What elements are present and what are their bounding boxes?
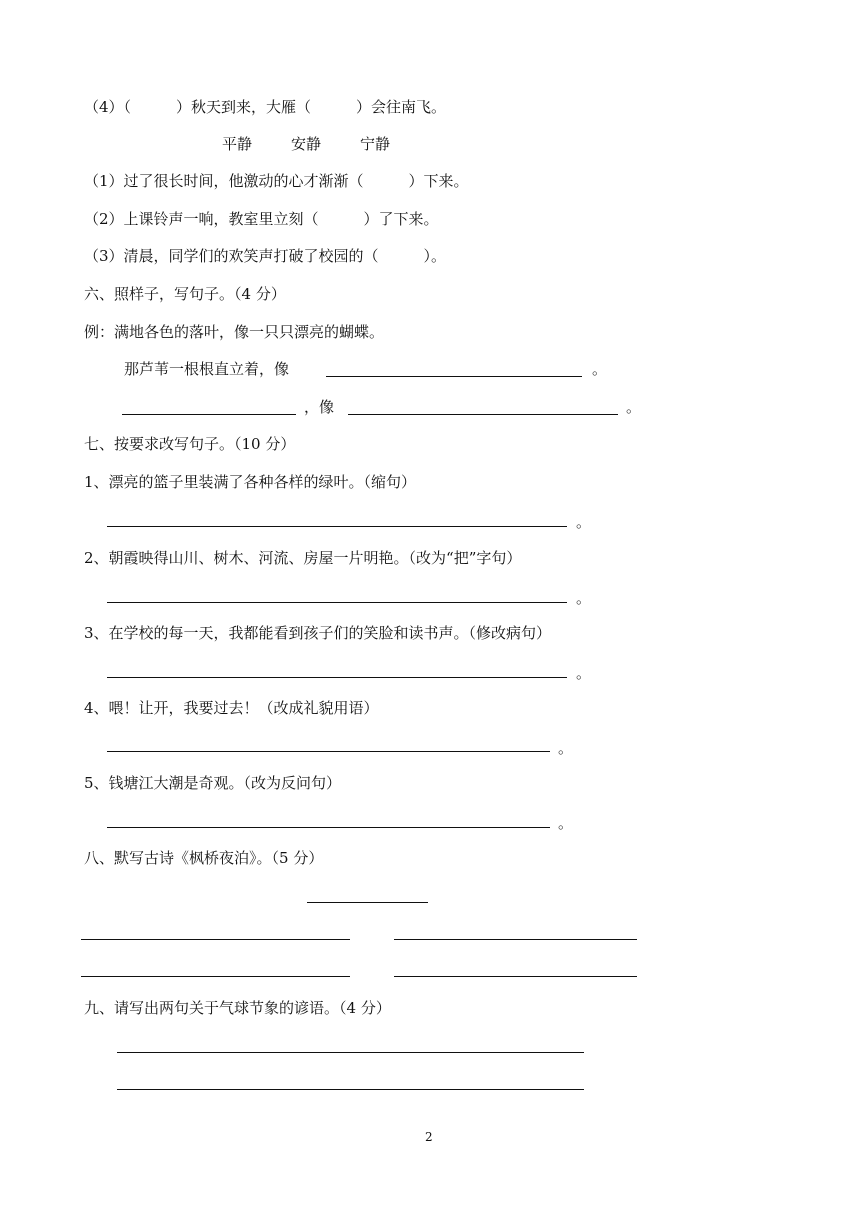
q7-answer-line-3[interactable] [107,677,567,678]
q5-item-1: （1）过了很长时间，他激动的心才渐渐（ ）下来。 [84,172,469,190]
q6-line2-end: 。 [626,398,642,416]
choice-word-1: 平静 [222,135,253,153]
q7-answer-end-2: 。 [576,589,592,607]
q7-item-5: 5、钱塘江大潮是奇观。（改为反问句） [84,774,342,792]
q7-item-1: 1、漂亮的篮子里装满了各种各样的绿叶。（缩句） [84,473,417,491]
q6-answer-line-2a[interactable] [122,414,296,415]
q6-title: 六、照样子，写句子。（4 分） [84,285,286,303]
poem-line-1[interactable] [81,939,350,940]
q6-example: 例：满地各色的落叶，像一只只漂亮的蝴蝶。 [84,323,385,341]
q7-item-4: 4、喂！让开，我要过去！（改成礼貌用语） [84,699,379,717]
q7-answer-end-1: 。 [576,513,592,531]
q6-line1-prefix: 那芦苇一根根直立着，像 [124,360,290,378]
q7-item-3: 3、在学校的每一天，我都能看到孩子们的笑脸和读书声。（修改病句） [84,624,552,642]
q5-item-2: （2）上课铃声一响，教室里立刻（ ）了下来。 [84,210,439,228]
q6-line1-end: 。 [592,360,608,378]
q8-title: 八、默写古诗《枫桥夜泊》。（5 分） [84,849,324,867]
q7-answer-line-5[interactable] [107,827,550,828]
page-number: 2 [425,1130,433,1144]
poem-line-4[interactable] [394,976,637,977]
q7-title: 七、按要求改写句子。（10 分） [84,435,296,453]
q6-line2-mid: ，像 [304,398,335,416]
poem-line-2[interactable] [394,939,637,940]
q7-item-2: 2、朝霞映得山川、树木、河流、房屋一片明艳。（改为“把”字句） [84,549,522,567]
poem-title-line[interactable] [307,902,428,903]
q7-answer-line-2[interactable] [107,602,567,603]
q6-answer-line-2b[interactable] [348,414,618,415]
q7-answer-line-4[interactable] [107,751,550,752]
q5-item-4: （4）（ ）秋天到来，大雁（ ）会往南飞。 [84,98,447,116]
poem-line-3[interactable] [81,976,350,977]
q9-title: 九、请写出两句关于气球节象的谚语。（4 分） [84,999,391,1017]
q7-answer-end-3: 。 [576,664,592,682]
q7-answer-line-1[interactable] [107,526,567,527]
q7-answer-end-4: 。 [558,739,574,757]
choice-word-2: 安静 [291,135,322,153]
q9-answer-line-2[interactable] [117,1089,584,1090]
q5-item-3: （3）清晨，同学们的欢笑声打破了校园的（ ）。 [84,247,447,265]
q7-answer-end-5: 。 [558,814,574,832]
choice-word-3: 宁静 [360,135,391,153]
q9-answer-line-1[interactable] [117,1052,584,1053]
q6-answer-line-1[interactable] [326,376,582,377]
